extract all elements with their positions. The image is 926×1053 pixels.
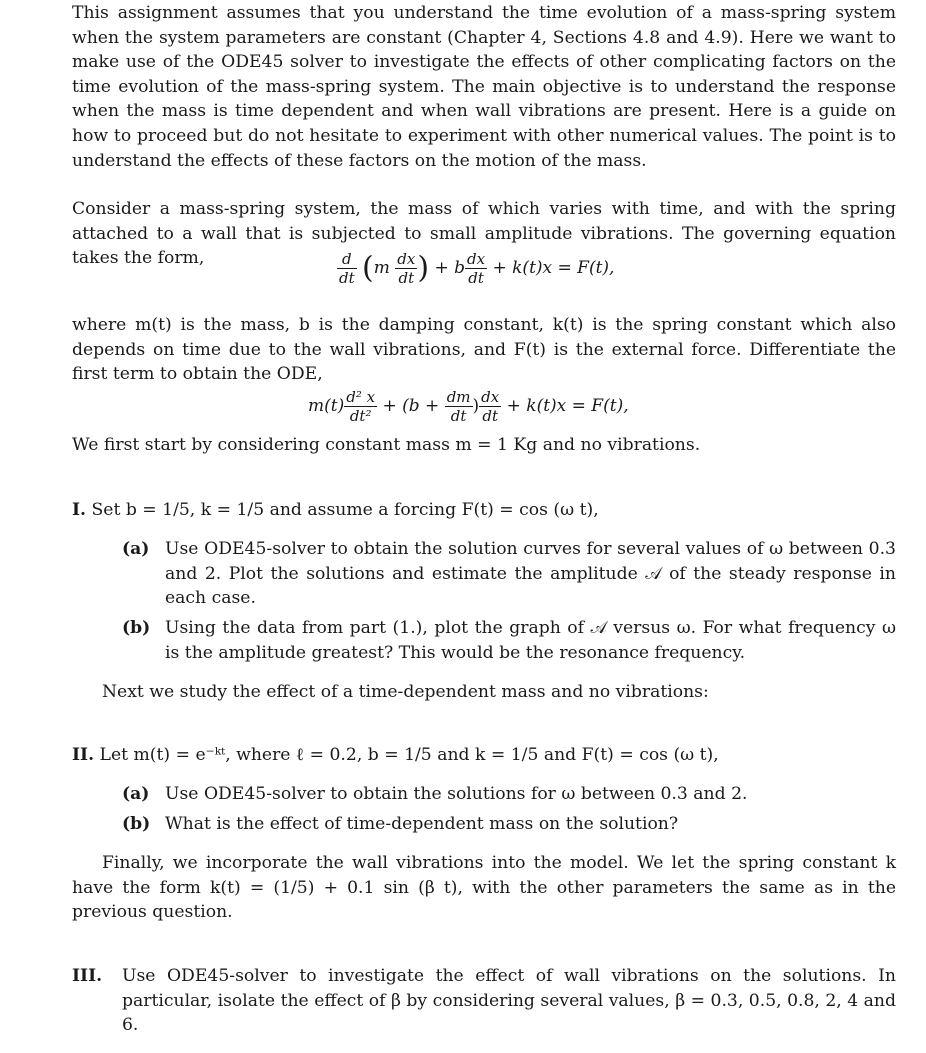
eq1-dx-dt-2: $\frac{dx}{dt}$ <box>467 250 486 287</box>
intro-paragraph: This assignment assumes that you understand the time evolution of a mass-spring system when the system parameters are constant (Chapter 4, Sections 4.8 and 4.9). Here we want to make use of the ODE45 solver to investigate the effects of other complicating factors on the time evolution of the mass-spring system. The main objective is to understand the response when the mass is time dependent and when wall vibrations are present. Here is a guide on how to proceed but do not hesitate to experiment with other numerical values. The point is to understand the effects of these factors on the motion of the mass. <box>72 3 896 171</box>
part-1b-text: Using the data from part (1.), plot the graph of 𝒜 versus ω. For what frequency ω is the amplitude greatest? This would be the resonance frequency. <box>165 618 896 663</box>
part-3 <box>72 964 896 1038</box>
part-1a-text: Use ODE45-solver to obtain the solution curves for several values of ω between 0.3 and 2. Plot the solutions and estimate the amplitude 𝒜 of the steady response in each case. <box>165 539 896 609</box>
eq1-rest: + k(t)x = F(t), <box>492 258 615 278</box>
part-1-label: I. <box>72 500 87 520</box>
part-2 <box>72 743 896 768</box>
part-2a <box>122 782 896 807</box>
eq1-plus-b: + b <box>434 258 466 278</box>
part-2-text: Let m(t) = e⁻ᵏᵗ, where ℓ = 0.2, b = 1/5 and k = 1/5 and F(t) = cos (ω t), <box>99 745 719 765</box>
part-1 <box>72 498 896 523</box>
eq1-m: m <box>373 258 390 278</box>
part-2-label: II. <box>72 745 95 765</box>
part-3-label: III. <box>72 966 103 986</box>
eq2-mt: m(t) <box>308 396 345 416</box>
part-2b-text: What is the effect of time-dependent mass on the solution? <box>165 814 679 834</box>
where-paragraph: where m(t) is the mass, b is the damping constant, k(t) is the spring constant which also depends on time due to the wall vibrations, and F(t) is the external force. Differentiate the first term to obtain the ODE, <box>72 315 896 385</box>
eq2-d2x-dt2: $\frac{\text{d² x}}{\text{dt²}}$ <box>346 388 376 425</box>
eq2-close: ) <box>472 396 480 416</box>
part-2a-text: Use ODE45-solver to obtain the solutions for ω between 0.3 and 2. <box>165 784 748 804</box>
eq1-dx-dt: $\frac{dx}{dt}$ <box>397 250 416 287</box>
part-1-text: Set b = 1/5, k = 1/5 and assume a forcing F(t) = cos (ω t), <box>91 500 599 520</box>
eq2-dm-dt: $\frac{dm}{dt}$ <box>446 388 471 425</box>
part-3-text: Use ODE45-solver to investigate the effect of wall vibrations on the solutions. In particular, isolate the effect of β by considering several values, β = 0.3, 0.5, 0.8, 2, 4 and 6. <box>122 966 896 1036</box>
part-1a <box>122 537 896 611</box>
ode-equation <box>308 388 629 425</box>
first-sentence: We first start by considering constant mass m = 1 Kg and no vibrations. <box>72 435 701 455</box>
part-2b-label: (b) <box>122 814 151 834</box>
eq2-mid: + (b + <box>382 396 440 416</box>
eq2-rest: + k(t)x = F(t), <box>506 396 629 416</box>
part-1a-label: (a) <box>122 539 150 559</box>
eq1-d-dt: $\frac{d}{dt}$ <box>339 250 355 287</box>
governing-equation: $\frac{d}{dt}$ (m $\frac{dx}{dt}$ ) + b $\frac{dx}{dt}$ + k(t)x = F(t), <box>339 250 615 287</box>
finally-paragraph: Finally, we incorporate the wall vibrations into the model. We let the spring constant k have the form k(t) = (1/5) + 0.1 sin (β t), with the other parameters the same as in the previous question. <box>72 853 896 923</box>
eq2-dx-dt: $\frac{dx}{dt}$ <box>481 388 500 425</box>
part-1b-label: (b) <box>122 618 151 638</box>
consider-paragraph: Consider a mass-spring system, the mass of which varies with time, and with the spring attached to a wall that is subjected to small amplitude vibrations. The governing equation takes the form, <box>72 199 896 269</box>
part-1b <box>122 616 896 665</box>
part-2b <box>122 812 896 837</box>
part-2a-label: (a) <box>122 784 150 804</box>
next-sentence: Next we study the effect of a time-dependent mass and no vibrations: <box>102 682 709 702</box>
